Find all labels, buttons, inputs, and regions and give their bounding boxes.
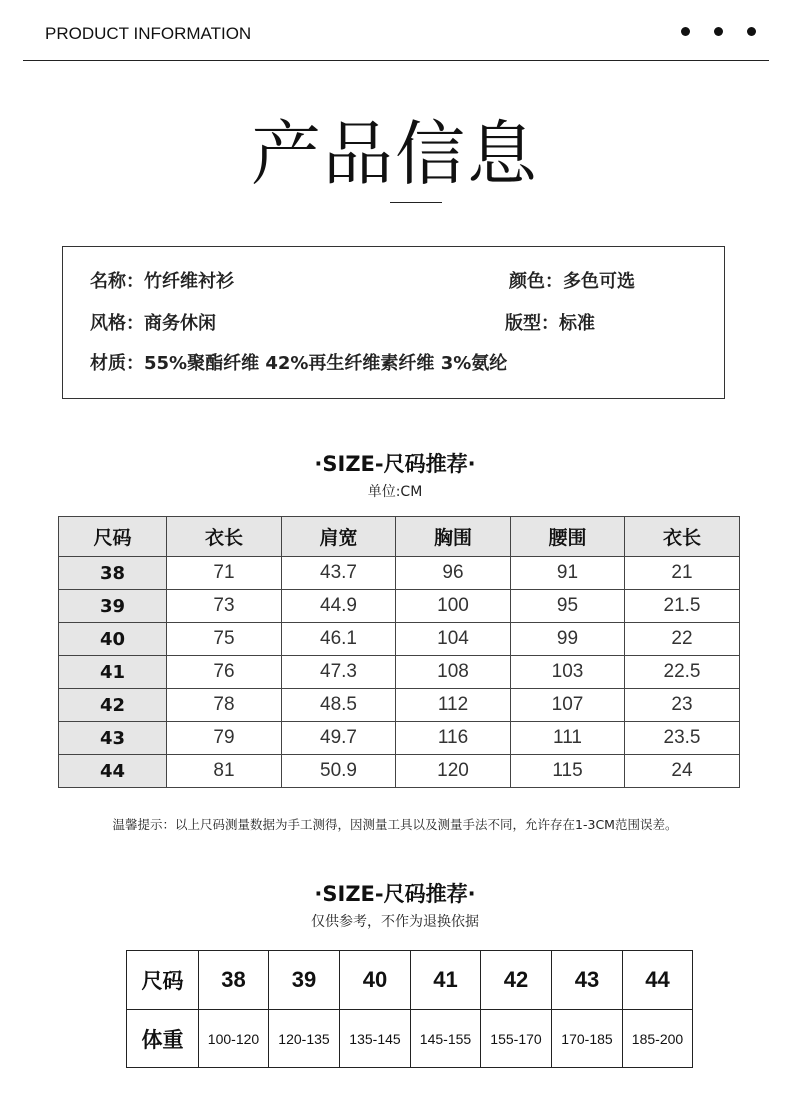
table-row <box>59 557 740 590</box>
size-cell: 39 <box>59 590 167 623</box>
measurement-cell: 120 <box>396 755 511 788</box>
measurement-cell: 23.5 <box>625 722 740 755</box>
measurement-cell: 76 <box>167 656 282 689</box>
weight-range-cell: 120-135 <box>269 1010 340 1068</box>
three-dots-icon[interactable] <box>681 27 780 36</box>
header-divider <box>23 60 769 61</box>
size-cell: 40 <box>59 623 167 656</box>
info-material: 材质：55%聚酯纤维 42%再生纤维素纤维 3%氨纶 <box>90 353 508 374</box>
measurement-cell: 21.5 <box>625 590 740 623</box>
info-name: 名称：竹纤维衬衫 <box>90 271 234 292</box>
measurement-cell: 112 <box>396 689 511 722</box>
weight-range-cell: 155-170 <box>481 1010 552 1068</box>
measurement-cell: 49.7 <box>282 722 396 755</box>
table-row <box>59 755 740 788</box>
measurement-cell: 21 <box>625 557 740 590</box>
weight-range-cell: 135-145 <box>340 1010 411 1068</box>
size-value-cell: 43 <box>552 951 623 1010</box>
measurement-cell: 73 <box>167 590 282 623</box>
size-value-cell: 42 <box>481 951 552 1010</box>
size-section-title: ·SIZE-尺码推荐· <box>314 452 476 476</box>
size-chart-table <box>58 516 740 788</box>
measurement-cell: 43.7 <box>282 557 396 590</box>
weight-chart-table <box>126 950 693 1068</box>
size-cell: 41 <box>59 656 167 689</box>
measurement-cell: 24 <box>625 755 740 788</box>
measurement-cell: 79 <box>167 722 282 755</box>
size-value-cell: 38 <box>199 951 269 1010</box>
size-unit-label: 单位:CM <box>367 484 423 500</box>
product-info-box <box>62 246 725 399</box>
measurement-cell: 81 <box>167 755 282 788</box>
col-header: 胸围 <box>396 517 511 557</box>
measurement-cell: 115 <box>511 755 625 788</box>
info-style: 风格：商务休闲 <box>90 313 216 334</box>
dot <box>681 27 690 36</box>
col-header: 腰围 <box>511 517 625 557</box>
measurement-tip: 温馨提示：以上尺码测量数据为手工测得，因测量工具以及测量手法不同，允许存在1-3CM范围误差。 <box>112 817 678 832</box>
weight-section-subtitle: 仅供参考，不作为退换依据 <box>311 914 479 930</box>
dot <box>714 27 723 36</box>
weight-table-weight-row <box>127 1010 693 1068</box>
measurement-cell: 48.5 <box>282 689 396 722</box>
table-row <box>59 656 740 689</box>
measurement-cell: 47.3 <box>282 656 396 689</box>
table-row <box>59 623 740 656</box>
measurement-cell: 107 <box>511 689 625 722</box>
table-row <box>59 689 740 722</box>
weight-range-cell: 100-120 <box>199 1010 269 1068</box>
info-fit: 版型：标准 <box>505 313 595 334</box>
measurement-cell: 116 <box>396 722 511 755</box>
col-header: 尺码 <box>59 517 167 557</box>
page-title: 产品信息 <box>251 113 539 195</box>
size-value-cell: 41 <box>411 951 481 1010</box>
measurement-cell: 22 <box>625 623 740 656</box>
weight-range-cell: 170-185 <box>552 1010 623 1068</box>
measurement-cell: 22.5 <box>625 656 740 689</box>
measurement-cell: 75 <box>167 623 282 656</box>
measurement-cell: 95 <box>511 590 625 623</box>
measurement-cell: 46.1 <box>282 623 396 656</box>
dot <box>747 27 756 36</box>
measurement-cell: 99 <box>511 623 625 656</box>
weight-row-label: 体重 <box>127 1010 199 1068</box>
measurement-cell: 111 <box>511 722 625 755</box>
weight-table-size-row <box>127 951 693 1010</box>
size-cell: 44 <box>59 755 167 788</box>
info-color: 颜色：多色可选 <box>509 271 635 292</box>
table-row <box>59 722 740 755</box>
size-cell: 42 <box>59 689 167 722</box>
col-header: 衣长 <box>167 517 282 557</box>
size-value-cell: 40 <box>340 951 411 1010</box>
weight-range-cell: 185-200 <box>623 1010 693 1068</box>
size-row-label: 尺码 <box>127 951 199 1010</box>
measurement-cell: 96 <box>396 557 511 590</box>
title-underline <box>390 202 442 203</box>
size-cell: 43 <box>59 722 167 755</box>
measurement-cell: 78 <box>167 689 282 722</box>
measurement-cell: 100 <box>396 590 511 623</box>
weight-section-title: ·SIZE-尺码推荐· <box>314 882 476 906</box>
measurement-cell: 50.9 <box>282 755 396 788</box>
weight-range-cell: 145-155 <box>411 1010 481 1068</box>
size-value-cell: 44 <box>623 951 693 1010</box>
size-table-header-row <box>59 517 740 557</box>
measurement-cell: 103 <box>511 656 625 689</box>
col-header: 肩宽 <box>282 517 396 557</box>
measurement-cell: 91 <box>511 557 625 590</box>
col-header: 衣长 <box>625 517 740 557</box>
measurement-cell: 44.9 <box>282 590 396 623</box>
measurement-cell: 23 <box>625 689 740 722</box>
header-label: PRODUCT INFORMATION <box>45 24 252 43</box>
size-cell: 38 <box>59 557 167 590</box>
table-row <box>59 590 740 623</box>
measurement-cell: 104 <box>396 623 511 656</box>
size-value-cell: 39 <box>269 951 340 1010</box>
measurement-cell: 71 <box>167 557 282 590</box>
measurement-cell: 108 <box>396 656 511 689</box>
